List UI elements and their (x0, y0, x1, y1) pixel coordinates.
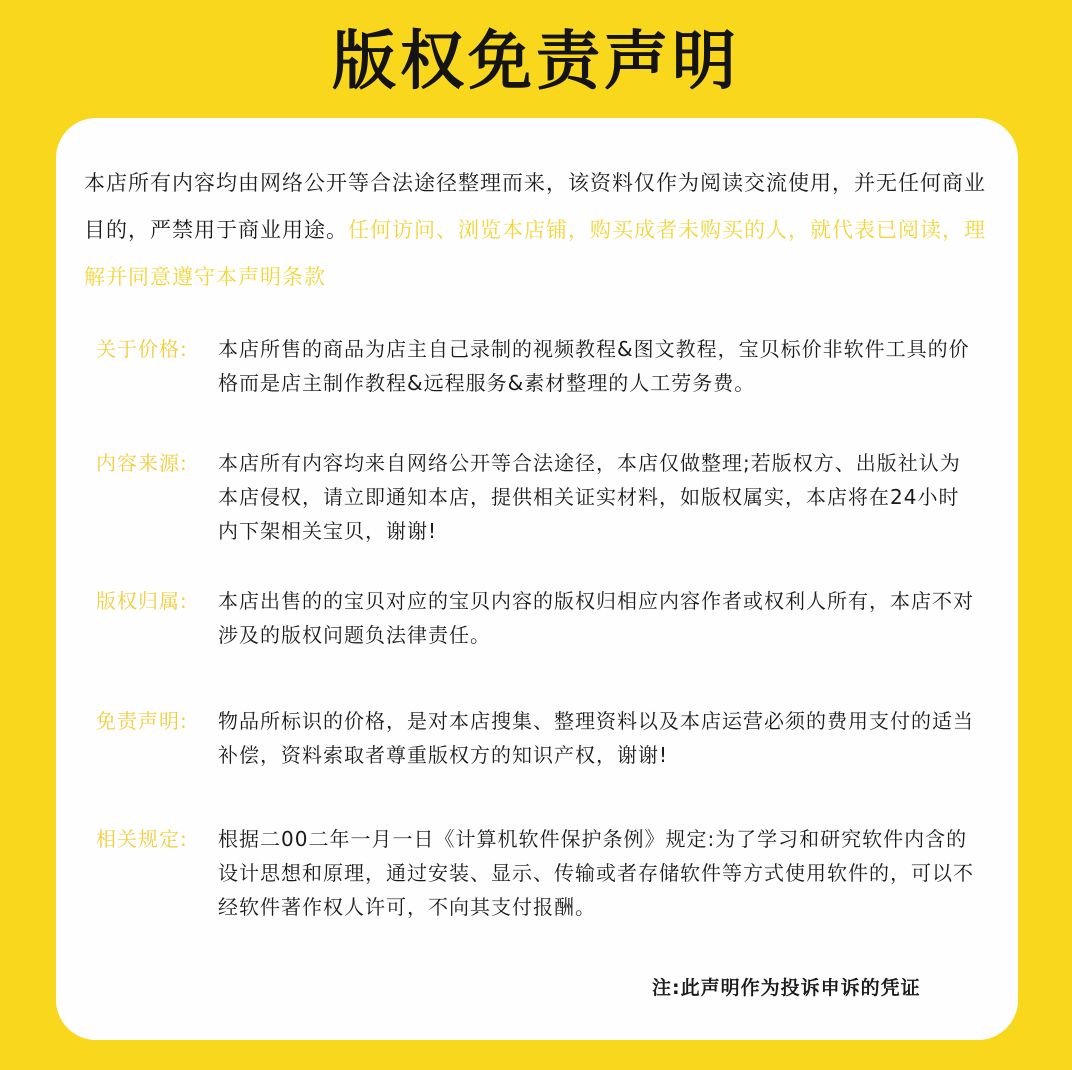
section-body-source: 本店所有内容均来自网络公开等合法途径，本店仅做整理;若版权方、出版社认为本店侵权，请立即通知本店，提供相关证实材料，如版权属实，本店将在24小时内下架相关宝贝，谢谢! (218, 451, 961, 543)
intro-highlight-text: 任何访问、浏览本店铺，购买成者未购买的人，就代表已阅读，理解并同意遵守本声明条款 (84, 218, 986, 289)
disclaimer-card (56, 118, 1018, 1040)
section-label-price: 关于价格: (96, 337, 188, 361)
section-body-regulations: 根据二00二年一月一日《计算机软件保护条例》规定:为了学习和研究软件内含的设计思想和原理，通过安装、显示、传输或者存储软件等方式使用软件的，可以不经软件著作权人许可，不向其支付报酬。 (218, 827, 974, 919)
section-body-copyright: 本店出售的的宝贝对应的宝贝内容的版权归相应内容作者或权利人所有，本店不对涉及的版权问题负法律责任。 (218, 589, 974, 647)
intro-text: 本店所有内容均由网络公开等合法途径整理而来，该资料仅作为阅读交流使用，并无任何商业目的，严禁用于商业用途。 (84, 171, 986, 242)
section-body-price: 本店所售的商品为店主自己录制的视频教程&图文教程，宝贝标价非软件工具的价格而是店主制作教程&远程服务&素材整理的人工劳务费。 (218, 337, 970, 395)
page-title: 版权免责声明 (332, 25, 740, 99)
section-label-source: 内容来源: (96, 451, 188, 475)
section-label-disclaimer: 免责声明: (96, 709, 188, 733)
footnote: 注:此声明作为投诉申诉的凭证 (652, 977, 921, 999)
section-body-disclaimer: 物品所标识的价格，是对本店搜集、整理资料以及本店运营必须的费用支付的适当补偿，资料索取者尊重版权方的知识产权，谢谢! (218, 709, 974, 767)
section-label-regulations: 相关规定: (96, 827, 188, 851)
section-label-copyright: 版权归属: (96, 589, 188, 613)
intro-paragraph (84, 160, 994, 301)
